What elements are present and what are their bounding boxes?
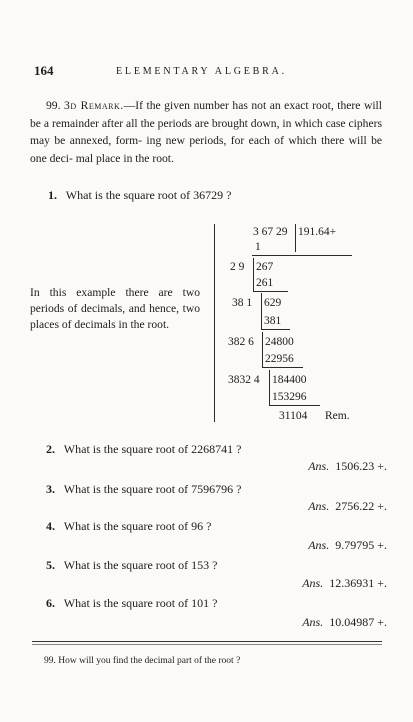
calc-row-5-value: 381: [264, 315, 282, 327]
footnote-text: How will you find the decimal part of the root ?: [58, 656, 241, 666]
calc-row-9-value: 153296: [272, 391, 307, 403]
answer-value: 12.36931 +.: [329, 576, 387, 590]
answer-2: [308, 459, 387, 474]
answer-value: 9.79795 +.: [335, 538, 387, 552]
margin-rule: [214, 224, 215, 422]
question-5: [46, 558, 217, 573]
answer-label: Ans.: [308, 459, 330, 473]
question-4: [46, 519, 211, 534]
answer-value: 1506.23 +.: [335, 459, 387, 473]
remark-line-4: ing new periods, for each of which there will be one deci-: [30, 134, 383, 165]
page-header: [34, 63, 380, 81]
subtraction-line: [254, 291, 288, 292]
footnote-rule: [32, 641, 382, 642]
calc-row-3-value: 261: [256, 277, 274, 289]
answer-3: [308, 499, 387, 514]
answer-label: Ans.: [308, 538, 330, 552]
question-text: What is the square root of 2268741 ?: [63, 442, 242, 456]
question-number: 5.: [46, 558, 55, 572]
calc-row-2-value: 267: [256, 261, 274, 273]
footnote-rule-thin: [32, 644, 382, 645]
question-text: What is the square root of 101 ?: [63, 596, 218, 610]
question-number: 4.: [46, 519, 55, 533]
page-number: 164: [34, 63, 54, 78]
question-number: 3.: [46, 482, 55, 496]
remark-line-1: —If the given number has not an exact: [123, 99, 309, 112]
question-number: 2.: [46, 442, 55, 456]
divisor-bracket: [261, 293, 262, 330]
calc-row-1-value: 1: [255, 241, 261, 253]
question-text: What is the square root of 7596796 ?: [63, 482, 242, 496]
calc-row-6-divisor: 382 6: [228, 336, 254, 348]
calc-row-4-divisor: 38 1: [232, 297, 253, 309]
question-text: What is the square root of 36729 ?: [65, 188, 232, 202]
answer-label: Ans.: [302, 576, 324, 590]
divisor-bracket: [269, 370, 270, 406]
question-number: 1.: [48, 188, 57, 202]
root-result: 191.64+: [298, 226, 337, 238]
subtraction-line: [263, 367, 303, 368]
remainder-label: Rem.: [325, 410, 350, 422]
remainder-value: 31104: [279, 410, 308, 422]
answer-value: 10.04987 +.: [329, 615, 387, 629]
answer-5: [302, 576, 387, 591]
question-2: [46, 442, 241, 457]
calc-row-6-value: 24800: [265, 336, 294, 348]
footnote: [44, 656, 240, 666]
answer-label: Ans.: [302, 615, 324, 629]
remark-line-3: brought down, in which case ciphers may be annexed, form-: [30, 116, 382, 147]
answer-value: 2756.22 +.: [335, 499, 387, 513]
question-number: 6.: [46, 596, 55, 610]
remark-label: 3d Remark.: [64, 99, 124, 112]
calc-row-7-value: 22956: [265, 353, 294, 365]
question-1: [48, 188, 231, 203]
calc-row-8-divisor: 3832 4: [228, 374, 260, 386]
question-3: [46, 482, 241, 497]
running-head: ELEMENTARY ALGEBRA.: [116, 66, 287, 77]
divisor-bracket: [262, 332, 263, 368]
subtraction-line: [262, 329, 290, 330]
side-note: In this example there are two periods of decimals, and hence, two places of decimals in the root.: [30, 286, 200, 331]
calc-row-8-value: 184400: [272, 374, 307, 386]
calc-row-4-value: 629: [264, 297, 282, 309]
answer-6: [302, 615, 387, 630]
root-bracket: [295, 224, 296, 252]
question-6: [46, 596, 217, 611]
question-text: What is the square root of 96 ?: [63, 519, 212, 533]
calc-row-2-divisor: 2 9: [230, 261, 245, 273]
root-underline: [252, 255, 352, 256]
divisor-bracket: [253, 258, 254, 292]
answer-4: [308, 538, 387, 553]
footnote-number: 99.: [44, 656, 56, 666]
answer-label: Ans.: [308, 499, 330, 513]
remark-line-5: mal place in the root.: [75, 151, 174, 165]
dividend: 3 67 29: [253, 226, 288, 238]
remark-paragraph: [30, 97, 382, 167]
remark-line-2: root, there will be a remainder after all the periods are: [30, 99, 382, 130]
subtraction-line: [270, 405, 320, 406]
remark-number: 99.: [46, 99, 61, 112]
question-text: What is the square root of 153 ?: [63, 558, 218, 572]
